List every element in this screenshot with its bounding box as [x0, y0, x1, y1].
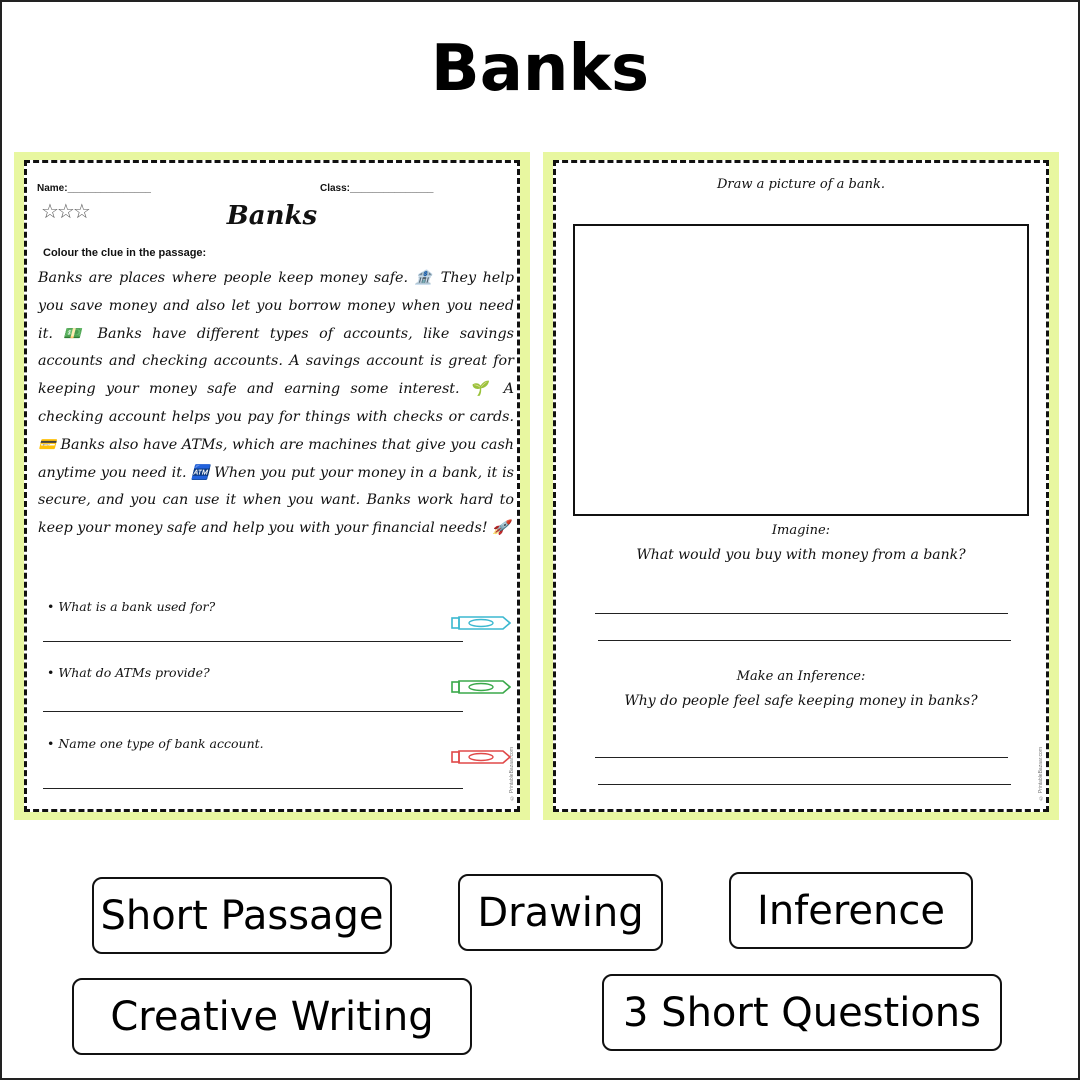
inference-heading: Make an Inference: — [736, 669, 866, 684]
page-title: Banks — [430, 32, 650, 106]
answer-line-2 — [43, 711, 463, 712]
imagine-answer-line-2 — [598, 640, 1011, 641]
question-1-text: What is a bank used for? — [58, 599, 216, 614]
worksheet-preview-passage — [14, 152, 530, 820]
inference-question: Why do people feel safe keeping money in banks? — [624, 693, 978, 709]
class-label: Class:_______________ — [320, 183, 434, 194]
watermark: © PrintableBazaar.com — [1038, 747, 1044, 801]
answer-line-1 — [43, 641, 463, 642]
imagine-answer-line-1 — [595, 613, 1008, 614]
name-label: Name:_______________ — [37, 183, 151, 194]
worksheet-passage-border — [24, 160, 520, 812]
answer-line-3 — [43, 788, 463, 789]
tag-inference: Inference — [729, 872, 973, 949]
crayon-icon-red — [451, 749, 511, 765]
crayon-icon-green — [451, 679, 511, 695]
question-2-text: What do ATMs provide? — [58, 665, 210, 680]
question-1: • What is a bank used for? — [47, 599, 216, 614]
reading-passage: Banks are places where people keep money safe. 🏦 They help you save money and also let you borrow money when you need it. 💵 Banks have different types of accounts, like savings accounts and checking accounts. A savings account is great for keeping your money safe and earning some interest. 🌱 A checking account helps you pay for things with checks or cards. 💳 Banks also have ATMs, which are machines that give you cash anytime you need it. 🏧 When you put your money in a bank, it is secure, and you can use it when you want. Banks work hard to keep your money safe and help you with your financial needs! 🚀 — [38, 270, 514, 537]
tag-short-passage: Short Passage — [92, 877, 392, 954]
question-3-text: Name one type of bank account. — [58, 736, 264, 751]
draw-prompt: Draw a picture of a bank. — [716, 177, 886, 192]
passage-instruction: Colour the clue in the passage: — [43, 247, 207, 259]
worksheet-preview-drawing — [543, 152, 1059, 820]
imagine-question: What would you buy with money from a bank? — [636, 547, 966, 563]
worksheet-title: Banks — [226, 201, 318, 231]
imagine-heading: Imagine: — [771, 523, 831, 538]
question-2: • What do ATMs provide? — [47, 665, 210, 680]
worksheet-drawing-border — [553, 160, 1049, 812]
inference-answer-line-1 — [595, 757, 1008, 758]
crayon-icon-blue — [451, 615, 511, 631]
tag-creative-writing: Creative Writing — [72, 978, 472, 1055]
star-rating-icon: ☆☆☆ — [41, 201, 89, 223]
drawing-box — [573, 224, 1029, 516]
tag-3-short-questions: 3 Short Questions — [602, 974, 1002, 1051]
watermark: © PrintableBazaar.com — [509, 747, 515, 801]
question-3: • Name one type of bank account. — [47, 736, 264, 751]
tag-drawing: Drawing — [458, 874, 663, 951]
inference-answer-line-2 — [598, 784, 1011, 785]
